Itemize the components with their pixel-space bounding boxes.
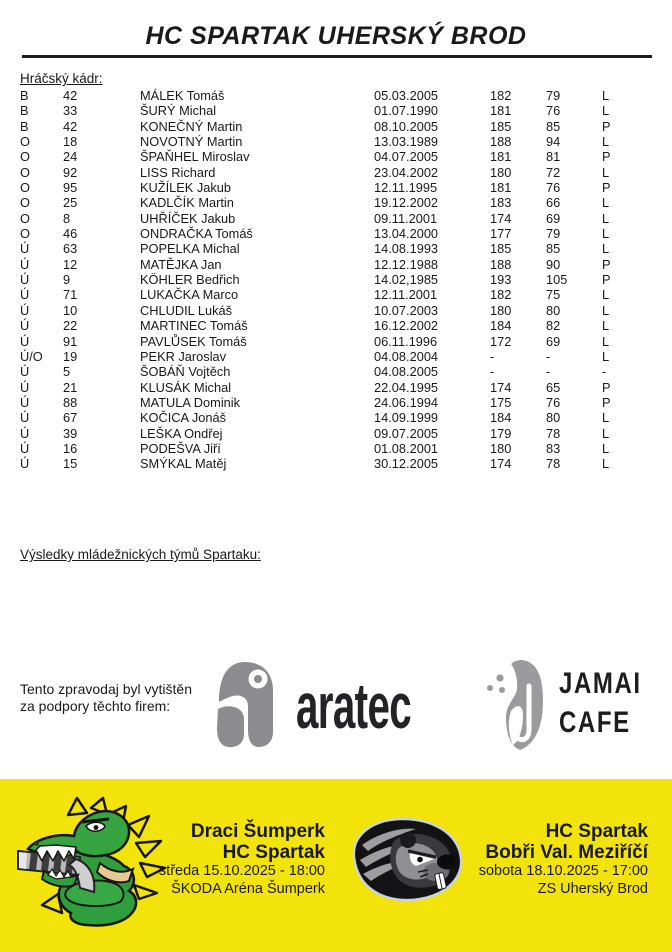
player-number: 67 bbox=[63, 410, 78, 426]
player-birthdate: 14.08.1993 bbox=[374, 241, 439, 257]
title-divider bbox=[22, 55, 652, 58]
player-name: CHLUDIL Lukáš bbox=[140, 302, 232, 318]
player-weight: 80 bbox=[546, 302, 561, 318]
player-name: NOVOTNÝ Martin bbox=[140, 134, 243, 150]
player-row bbox=[20, 272, 652, 287]
player-birthdate: 09.11.2001 bbox=[374, 210, 438, 226]
player-height: 174 bbox=[490, 456, 512, 472]
player-name: KLUSÁK Michal bbox=[140, 379, 232, 395]
player-number: 21 bbox=[63, 379, 78, 395]
player-name: KUŽÍLEK Jakub bbox=[140, 180, 232, 196]
player-number: 8 bbox=[63, 210, 71, 226]
player-birthdate: 30.12.2005 bbox=[374, 456, 439, 472]
player-row bbox=[20, 426, 652, 441]
player-height: 174 bbox=[490, 379, 512, 395]
player-birthdate: 22.04.1995 bbox=[374, 379, 439, 395]
player-weight: 80 bbox=[546, 410, 561, 426]
player-name: MATULA Dominik bbox=[140, 394, 241, 410]
player-row bbox=[20, 257, 652, 272]
player-shooting-side: P bbox=[602, 379, 611, 395]
player-position: Ú bbox=[20, 364, 30, 380]
player-name: KADLČÍK Martin bbox=[140, 195, 234, 211]
player-row bbox=[20, 287, 652, 302]
player-weight: 94 bbox=[546, 134, 561, 150]
player-shooting-side: L bbox=[602, 195, 610, 211]
match-venue: ŠKODA Aréna Šumperk bbox=[171, 880, 325, 897]
player-position: Ú bbox=[20, 410, 30, 426]
sponsor-note: Tento zpravodaj byl vytištěn za podpory těchto firem: bbox=[20, 681, 192, 714]
player-name: KOČICA Jonáš bbox=[140, 410, 227, 426]
player-position: O bbox=[20, 180, 30, 196]
roster-heading: Hráčský kádr: bbox=[20, 71, 103, 86]
player-shooting-side: L bbox=[602, 210, 610, 226]
player-name: ŠOBÁŇ Vojtěch bbox=[140, 364, 231, 380]
player-position: Ú/O bbox=[20, 348, 43, 364]
player-height: 193 bbox=[490, 272, 512, 288]
player-row bbox=[20, 88, 652, 103]
player-shooting-side: L bbox=[602, 226, 610, 242]
player-birthdate: 04.08.2004 bbox=[374, 348, 439, 364]
player-position: B bbox=[20, 103, 29, 119]
player-position: Ú bbox=[20, 333, 30, 349]
player-shooting-side: L bbox=[602, 241, 610, 257]
player-shooting-side: L bbox=[602, 348, 610, 364]
player-height: 181 bbox=[490, 103, 512, 119]
player-number: 16 bbox=[63, 440, 78, 456]
player-height: 185 bbox=[490, 241, 512, 257]
player-height: 181 bbox=[490, 180, 512, 196]
match-venue: ZS Uherský Brod bbox=[537, 880, 648, 897]
player-weight: - bbox=[546, 364, 551, 380]
player-number: 19 bbox=[63, 348, 78, 364]
player-weight: 83 bbox=[546, 440, 561, 456]
player-height: 179 bbox=[490, 425, 512, 441]
player-row bbox=[20, 410, 652, 425]
player-height: 183 bbox=[490, 195, 512, 211]
player-height: 177 bbox=[490, 226, 512, 242]
player-weight: 81 bbox=[546, 149, 561, 165]
player-row bbox=[20, 195, 652, 210]
player-row bbox=[20, 165, 652, 180]
player-name: UHŘÍČEK Jakub bbox=[140, 210, 236, 226]
match-announcement-right bbox=[479, 821, 648, 898]
player-number: 9 bbox=[63, 272, 71, 288]
player-shooting-side: L bbox=[602, 318, 610, 334]
match-datetime: středa 15.10.2025 - 18:00 bbox=[158, 863, 325, 879]
player-shooting-side: L bbox=[602, 164, 610, 180]
player-birthdate: 06.11.1996 bbox=[374, 333, 438, 349]
player-height: 175 bbox=[490, 394, 512, 410]
player-row bbox=[20, 441, 652, 456]
match-team-line: HC Spartak bbox=[545, 821, 648, 842]
player-name: MARTINEC Tomáš bbox=[140, 318, 248, 334]
jamai-cafe-logo-icon bbox=[482, 658, 548, 752]
player-number: 25 bbox=[63, 195, 78, 211]
player-number: 88 bbox=[63, 394, 78, 410]
player-row bbox=[20, 103, 652, 118]
player-height: 180 bbox=[490, 164, 512, 180]
player-weight: 85 bbox=[546, 118, 561, 134]
player-position: Ú bbox=[20, 241, 30, 257]
player-weight: 65 bbox=[546, 379, 561, 395]
player-weight: - bbox=[546, 348, 551, 364]
player-birthdate: 23.04.2002 bbox=[374, 164, 439, 180]
player-birthdate: 13.04.2000 bbox=[374, 226, 439, 242]
player-name: MATĚJKA Jan bbox=[140, 256, 222, 272]
player-birthdate: 12.11.1995 bbox=[374, 180, 438, 196]
player-row bbox=[20, 211, 652, 226]
player-shooting-side: P bbox=[602, 272, 611, 288]
player-shooting-side: L bbox=[602, 103, 610, 119]
player-number: 42 bbox=[63, 118, 78, 134]
player-row bbox=[20, 364, 652, 379]
player-position: O bbox=[20, 164, 30, 180]
player-weight: 85 bbox=[546, 241, 561, 257]
player-height: 180 bbox=[490, 440, 512, 456]
player-row bbox=[20, 180, 652, 195]
player-number: 42 bbox=[63, 88, 78, 103]
player-number: 46 bbox=[63, 226, 78, 242]
player-position: Ú bbox=[20, 379, 30, 395]
aratec-logo-wordmark: aratec bbox=[296, 670, 412, 742]
player-weight: 82 bbox=[546, 318, 561, 334]
player-number: 24 bbox=[63, 149, 78, 165]
player-birthdate: 01.07.1990 bbox=[374, 103, 439, 119]
player-row bbox=[20, 456, 652, 471]
match-datetime: sobota 18.10.2025 - 17:00 bbox=[478, 863, 648, 879]
aratec-logo-icon bbox=[213, 658, 279, 750]
player-name: POPELKA Michal bbox=[140, 241, 240, 257]
player-weight: 76 bbox=[546, 180, 561, 196]
player-shooting-side: L bbox=[602, 134, 610, 150]
results-heading: Výsledky mládežnických týmů Spartaku: bbox=[20, 547, 261, 562]
player-shooting-side: L bbox=[602, 440, 610, 456]
player-number: 33 bbox=[63, 103, 78, 119]
player-name: MÁLEK Tomáš bbox=[140, 88, 225, 103]
match-team-line: Bobři Val. Meziříčí bbox=[485, 842, 648, 863]
player-number: 10 bbox=[63, 302, 78, 318]
player-weight: 79 bbox=[546, 226, 561, 242]
player-shooting-side: P bbox=[602, 256, 611, 272]
page-title: HC SPARTAK UHERSKÝ BROD bbox=[145, 22, 527, 50]
player-height: 188 bbox=[490, 134, 512, 150]
player-birthdate: 16.12.2002 bbox=[374, 318, 439, 334]
player-row bbox=[20, 395, 652, 410]
player-height: 184 bbox=[490, 318, 512, 334]
player-weight: 76 bbox=[546, 394, 561, 410]
player-height: 174 bbox=[490, 210, 512, 226]
player-row bbox=[20, 303, 652, 318]
player-birthdate: 01.08.2001 bbox=[374, 440, 439, 456]
player-height: 182 bbox=[490, 88, 512, 103]
player-shooting-side: L bbox=[602, 456, 610, 472]
player-row bbox=[20, 149, 652, 164]
player-number: 22 bbox=[63, 318, 78, 334]
player-birthdate: 08.10.2005 bbox=[374, 118, 439, 134]
player-position: Ú bbox=[20, 456, 30, 472]
player-birthdate: 05.03.2005 bbox=[374, 88, 439, 103]
player-shooting-side: P bbox=[602, 394, 611, 410]
player-position: B bbox=[20, 88, 29, 103]
player-shooting-side: L bbox=[602, 287, 610, 303]
player-shooting-side: P bbox=[602, 180, 611, 196]
player-birthdate: 12.11.2001 bbox=[374, 287, 438, 303]
player-position: Ú bbox=[20, 440, 30, 456]
roster-table bbox=[20, 88, 652, 472]
player-position: Ú bbox=[20, 302, 30, 318]
player-shooting-side: - bbox=[602, 364, 607, 380]
player-position: Ú bbox=[20, 318, 30, 334]
player-height: 188 bbox=[490, 256, 512, 272]
player-shooting-side: L bbox=[602, 425, 610, 441]
draci-sumperk-mascot-icon bbox=[16, 795, 168, 929]
player-row bbox=[20, 134, 652, 149]
player-birthdate: 24.06.1994 bbox=[374, 394, 439, 410]
player-shooting-side: P bbox=[602, 149, 611, 165]
player-name: SMÝKAL Matěj bbox=[140, 456, 227, 472]
player-shooting-side: L bbox=[602, 302, 610, 318]
player-position: O bbox=[20, 226, 30, 242]
player-height: 181 bbox=[490, 149, 512, 165]
player-name: PEKR Jaroslav bbox=[140, 348, 227, 364]
player-name: LISS Richard bbox=[140, 164, 216, 180]
player-birthdate: 14.09.1999 bbox=[374, 410, 439, 426]
player-name: LEŠKA Ondřej bbox=[140, 425, 223, 441]
player-number: 92 bbox=[63, 164, 78, 180]
player-weight: 75 bbox=[546, 287, 561, 303]
player-weight: 79 bbox=[546, 88, 561, 103]
player-height: 185 bbox=[490, 118, 512, 134]
player-name: LUKAČKA Marco bbox=[140, 287, 239, 303]
player-name: ŠPAŇHEL Miroslav bbox=[140, 149, 250, 165]
player-height: 180 bbox=[490, 302, 512, 318]
player-name: PAVLŮSEK Tomáš bbox=[140, 333, 247, 349]
player-position: Ú bbox=[20, 287, 30, 303]
player-weight: 72 bbox=[546, 164, 561, 180]
player-birthdate: 19.12.2002 bbox=[374, 195, 439, 211]
player-shooting-side: L bbox=[602, 333, 610, 349]
player-row bbox=[20, 334, 652, 349]
player-weight: 69 bbox=[546, 210, 561, 226]
match-announcement-left bbox=[159, 821, 325, 898]
player-position: O bbox=[20, 210, 30, 226]
player-weight: 66 bbox=[546, 195, 561, 211]
matches-banner bbox=[0, 779, 672, 952]
player-name: KONEČNÝ Martin bbox=[140, 118, 243, 134]
player-weight: 90 bbox=[546, 256, 561, 272]
bobri-beaver-mascot-icon bbox=[348, 815, 466, 907]
player-height: - bbox=[490, 364, 495, 380]
player-shooting-side: L bbox=[602, 410, 610, 426]
player-weight: 78 bbox=[546, 456, 561, 472]
player-birthdate: 04.07.2005 bbox=[374, 149, 439, 165]
player-height: - bbox=[490, 348, 495, 364]
player-name: PODEŠVA Jiří bbox=[140, 440, 221, 456]
player-number: 63 bbox=[63, 241, 78, 257]
player-row bbox=[20, 318, 652, 333]
player-birthdate: 10.07.2003 bbox=[374, 302, 439, 318]
player-weight: 105 bbox=[546, 272, 568, 288]
player-birthdate: 09.07.2005 bbox=[374, 425, 439, 441]
player-number: 15 bbox=[63, 456, 78, 472]
player-row bbox=[20, 380, 652, 395]
player-row bbox=[20, 119, 652, 134]
player-position: B bbox=[20, 118, 29, 134]
player-shooting-side: L bbox=[602, 88, 610, 103]
player-birthdate: 13.03.1989 bbox=[374, 134, 439, 150]
player-number: 18 bbox=[63, 134, 78, 150]
player-weight: 69 bbox=[546, 333, 561, 349]
player-number: 39 bbox=[63, 425, 78, 441]
player-position: O bbox=[20, 149, 30, 165]
player-position: Ú bbox=[20, 394, 30, 410]
player-height: 184 bbox=[490, 410, 512, 426]
player-height: 182 bbox=[490, 287, 512, 303]
player-number: 5 bbox=[63, 364, 71, 380]
player-shooting-side: P bbox=[602, 118, 611, 134]
player-height: 172 bbox=[490, 333, 512, 349]
match-team-line: Draci Šumperk bbox=[190, 821, 325, 842]
player-number: 95 bbox=[63, 180, 78, 196]
player-position: Ú bbox=[20, 256, 30, 272]
player-weight: 76 bbox=[546, 103, 561, 119]
player-name: ŠURÝ Michal bbox=[140, 103, 217, 119]
player-position: Ú bbox=[20, 425, 30, 441]
player-row bbox=[20, 349, 652, 364]
player-number: 91 bbox=[63, 333, 78, 349]
player-position: O bbox=[20, 134, 30, 150]
player-name: ONDRAČKA Tomáš bbox=[140, 226, 253, 242]
player-position: O bbox=[20, 195, 30, 211]
player-birthdate: 14.02,1985 bbox=[374, 272, 439, 288]
player-row bbox=[20, 226, 652, 241]
player-name: KÖHLER Bedřich bbox=[140, 272, 240, 288]
player-position: Ú bbox=[20, 272, 30, 288]
player-number: 71 bbox=[63, 287, 78, 303]
player-row bbox=[20, 241, 652, 256]
player-weight: 78 bbox=[546, 425, 561, 441]
jamai-cafe-logo-wordmark: JAMAI CAFE bbox=[559, 667, 642, 739]
player-birthdate: 12.12.1988 bbox=[374, 256, 439, 272]
player-number: 12 bbox=[63, 256, 78, 272]
match-team-line: HC Spartak bbox=[222, 842, 325, 863]
player-birthdate: 04.08.2005 bbox=[374, 364, 439, 380]
